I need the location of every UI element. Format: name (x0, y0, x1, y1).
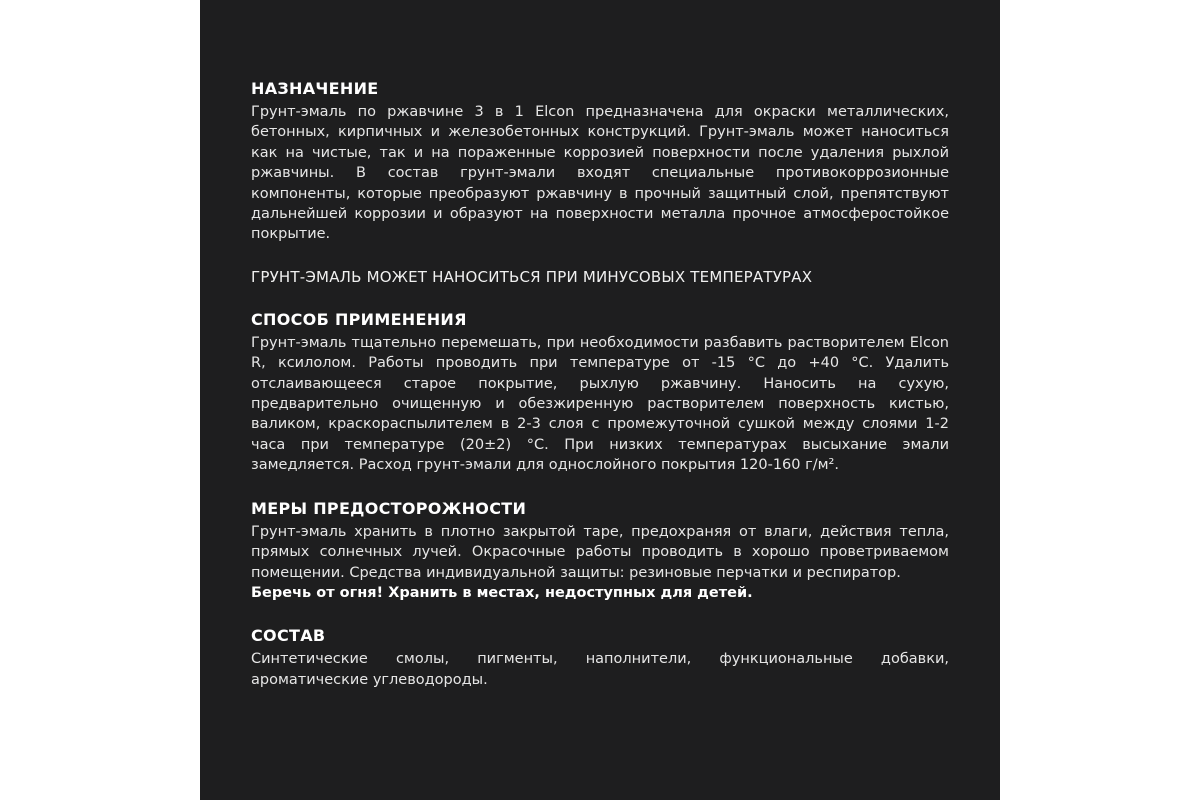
precautions-body: Грунт-эмаль хранить в плотно закрытой таре, предохраняя от влаги, действия тепла, прямых солнечных лучей. Окрасочные работы проводить в хорошо проветриваемом помещении. Средства индивидуальной защиты: резиновые перчатки и респиратор. (251, 523, 949, 581)
low-temperature-notice: ГРУНТ-ЭМАЛЬ МОЖЕТ НАНОСИТЬСЯ ПРИ МИНУСОВЫХ ТЕМПЕРАТУРАХ (251, 267, 813, 286)
info-content (251, 78, 949, 690)
composition-heading: СОСТАВ (251, 626, 326, 646)
application-heading: СПОСОБ ПРИМЕНЕНИЯ (251, 309, 467, 329)
purpose-text: Грунт-эмаль по ржавчине 3 в 1 Elcon предназначена для окраски металлических, бетонных, кирпичных и железобетонных конструкций. Грунт-эмаль может наноситься как на чистые, так и на пораженные коррозией поверхности после удаления рыхлой ржавчины. В состав грунт-эмали входят специальные противокоррозионные компоненты, которые преобразуют ржавчину в прочный защитный слой, препятствуют дальнейшей коррозии и образуют на поверхности металла прочное атмосферостойкое покрытие. (251, 104, 949, 243)
precautions-heading: МЕРЫ ПРЕДОСТОРОЖНОСТИ (251, 498, 527, 518)
product-info-panel (200, 0, 1000, 800)
precautions-text (251, 522, 949, 604)
application-text: Грунт-эмаль тщательно перемешать, при необходимости разбавить растворителем Elcon R, ксилолом. Работы проводить при температуре от -15 °С до +40 °С. Удалить отслаивающееся старое покрытие, рыхлую ржавчину. Наносить на сухую, предварительно очищенную и обезжиренную растворителем поверхность кистью, валиком, краскораспылителем в 2-3 слоя с промежуточной сушкой между слоями 1-2 часа при температуре (20±2) °С. При низких температурах высыхание эмали замедляется. Расход грунт-эмали для однослойного покрытия 120-160 г/м². (251, 334, 949, 474)
purpose-heading: НАЗНАЧЕНИЕ (251, 79, 379, 98)
fire-warning: Беречь от огня! Хранить в местах, недоступных для детей. (251, 584, 753, 601)
composition-text: Синтетические смолы, пигменты, наполнители, функциональные добавки, ароматические углеводороды. (251, 651, 949, 688)
